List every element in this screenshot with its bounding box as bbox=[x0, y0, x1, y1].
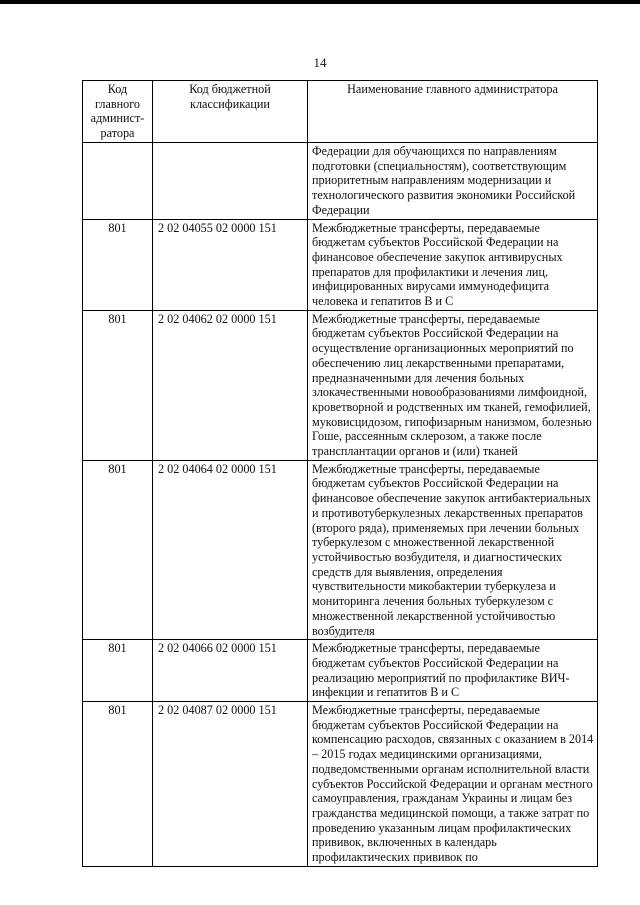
table-body bbox=[83, 143, 598, 867]
cell-budget-code: 2 02 04062 02 0000 151 bbox=[153, 310, 308, 460]
cell-admin-name: Межбюджетные трансферты, передаваемые бюджетам субъектов Российской Федерации на компенсацию расходов, связанных с оказанием в 2014 – 2015 годах медицинскими организациями, подведомственными органам исполнительной власти субъектов Российской Федерации и органам местного самоуправления, гражданам Украины и лицам без гражданства медицинской помощи, а также затрат по проведению указанным лицам профилактических прививок, включенных в календарь профилактических прививок по bbox=[308, 702, 598, 867]
table-header bbox=[83, 81, 598, 143]
cell-budget-code: 2 02 04064 02 0000 151 bbox=[153, 460, 308, 639]
cell-admin-code: 801 bbox=[83, 460, 153, 639]
cell-budget-code bbox=[153, 143, 308, 220]
cell-admin-code bbox=[83, 143, 153, 220]
cell-budget-code: 2 02 04066 02 0000 151 bbox=[153, 640, 308, 702]
budget-classification-table bbox=[82, 80, 598, 867]
cell-admin-name: Федерации для обучающихся по направлениям подготовки (специальностям), соответствующим приоритетным направлениям модернизации и технологического развития экономики Российской Федерации bbox=[308, 143, 598, 220]
cell-admin-name: Межбюджетные трансферты, передаваемые бюджетам субъектов Российской Федерации на финансовое обеспечение закупок антибактериальных и противотуберкулезных лекарственных препаратов (второго ряда), применяемых при лечении больных туберкулезом с множественной лекарственной устойчивостью возбудителя, и диагностических средств для выявления, определения чувствительности микобактерии туберкулеза и мониторинга лечения больных туберкулезом с множественной лекарственной устойчивостью возбудителя bbox=[308, 460, 598, 639]
page-number: 14 bbox=[313, 55, 327, 70]
cell-admin-code: 801 bbox=[83, 219, 153, 310]
table-row bbox=[83, 143, 598, 220]
cell-admin-code: 801 bbox=[83, 310, 153, 460]
header-admin-code: Код главного админист-ратора bbox=[83, 81, 153, 143]
header-budget-code: Код бюджетной классификации bbox=[153, 81, 308, 143]
header-admin-name: Наименование главного администратора bbox=[308, 81, 598, 143]
cell-admin-code: 801 bbox=[83, 702, 153, 867]
table-row bbox=[83, 219, 598, 310]
top-border-line bbox=[0, 0, 640, 4]
cell-admin-name: Межбюджетные трансферты, передаваемые бюджетам субъектов Российской Федерации на реализацию мероприятий по профилактике ВИЧ-инфекции и гепатитов В и С bbox=[308, 640, 598, 702]
cell-budget-code: 2 02 04055 02 0000 151 bbox=[153, 219, 308, 310]
cell-admin-name: Межбюджетные трансферты, передаваемые бюджетам субъектов Российской Федерации на финансовое обеспечение закупок антивирусных препаратов для профилактики и лечения лиц, инфицированных вирусами иммунодефицита человека и гепатитов В и С bbox=[308, 219, 598, 310]
table-row bbox=[83, 460, 598, 639]
cell-budget-code: 2 02 04087 02 0000 151 bbox=[153, 702, 308, 867]
cell-admin-name: Межбюджетные трансферты, передаваемые бюджетам субъектов Российской Федерации на осуществление организационных мероприятий по обеспечению лиц лекарственными препаратами, предназначенными для лечения больных злокачественными новообразованиями лимфоидной, кроветворной и родственных им тканей, гемофилией, муковисцидозом, гипофизарным нанизмом, болезнью Гоше, рассеянным склерозом, а также после трансплантации органов и (или) тканей bbox=[308, 310, 598, 460]
table-row bbox=[83, 702, 598, 867]
header-row bbox=[83, 81, 598, 143]
cell-admin-code: 801 bbox=[83, 640, 153, 702]
table-row bbox=[83, 310, 598, 460]
table-row bbox=[83, 640, 598, 702]
